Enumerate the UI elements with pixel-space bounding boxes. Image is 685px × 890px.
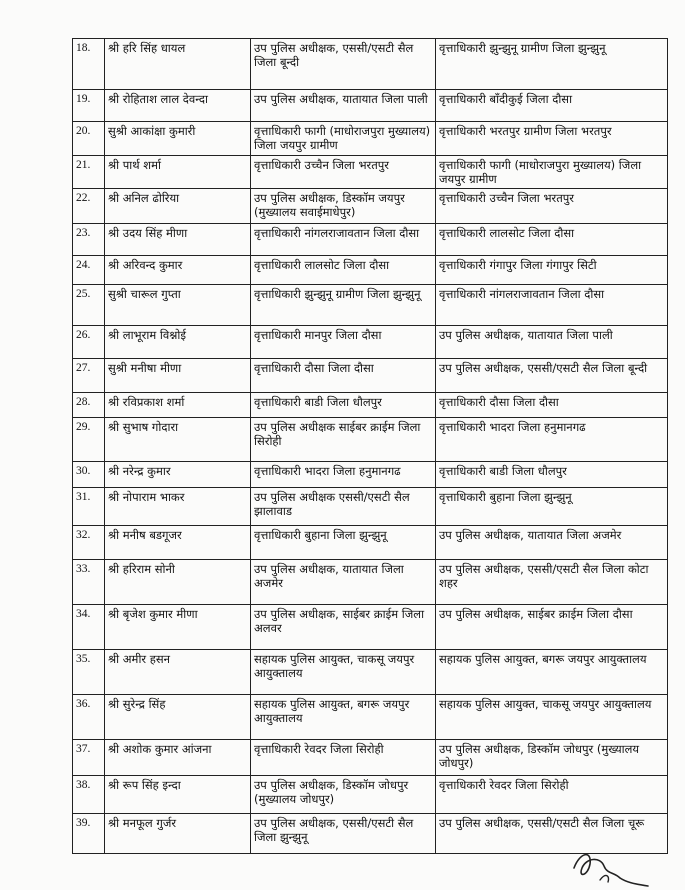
new-posting-cell: उप पुलिस अधीक्षक, यातायात जिला अजमेर <box>436 526 668 560</box>
current-posting-cell: सहायक पुलिस आयुक्त, बगरू जयपुर आयुक्तालय <box>251 695 436 740</box>
table-row <box>73 393 668 418</box>
table-row <box>73 359 668 393</box>
officer-name-cell: सुश्री आकांक्षा कुमारी <box>105 122 251 156</box>
table-row <box>73 418 668 462</box>
table-row <box>73 462 668 488</box>
table-row <box>73 326 668 359</box>
serial-number-cell: 35. <box>73 650 105 695</box>
new-posting-cell: उप पुलिस अधीक्षक, साईबर क्राईम जिला दौसा <box>436 605 668 650</box>
serial-number-cell: 28. <box>73 393 105 418</box>
serial-number-cell: 30. <box>73 462 105 488</box>
current-posting-cell: उप पुलिस अधीक्षक, डिस्कॉम जयपुर (मुख्यालय सवाईमाधेपुर) <box>251 189 436 224</box>
new-posting-cell: उप पुलिस अधीक्षक, एससी/एसटी सैल जिला चूरू <box>436 814 668 854</box>
serial-number-cell: 22. <box>73 189 105 224</box>
officer-name-cell: श्री अनिल ढोरिया <box>105 189 251 224</box>
serial-number-cell: 27. <box>73 359 105 393</box>
table-row <box>73 740 668 776</box>
officer-name-cell: श्री बृजेश कुमार मीणा <box>105 605 251 650</box>
new-posting-cell: वृत्ताधिकारी नांगलराजावतान जिला दौसा <box>436 285 668 326</box>
officer-name-cell: श्री पार्थ शर्मा <box>105 156 251 189</box>
new-posting-cell: उप पुलिस अधीक्षक, यातायात जिला पाली <box>436 326 668 359</box>
serial-number-cell: 33. <box>73 560 105 605</box>
new-posting-cell: वृत्ताधिकारी लालसोट जिला दौसा <box>436 224 668 256</box>
current-posting-cell: वृत्ताधिकारी मानपुर जिला दौसा <box>251 326 436 359</box>
transfer-table-body <box>73 39 668 854</box>
current-posting-cell: वृत्ताधिकारी बुहाना जिला झुन्झुनू <box>251 526 436 560</box>
new-posting-cell: वृत्ताधिकारी बुहाना जिला झुन्झुनू <box>436 488 668 526</box>
current-posting-cell: उप पुलिस अधीक्षक, डिस्कॉम जोधपुर (मुख्यालय जोधपुर) <box>251 776 436 814</box>
officer-name-cell: सुश्री चारूल गुप्ता <box>105 285 251 326</box>
new-posting-cell: वृत्ताधिकारी बाँदीकुई जिला दौसा <box>436 90 668 122</box>
current-posting-cell: वृत्ताधिकारी झुन्झुनू ग्रामीण जिला झुन्झुनू <box>251 285 436 326</box>
table-row <box>73 122 668 156</box>
current-posting-cell: सहायक पुलिस आयुक्त, चाकसू जयपुर आयुक्तालय <box>251 650 436 695</box>
officer-name-cell: श्री उदय सिंह मीणा <box>105 224 251 256</box>
officer-name-cell: श्री रूप सिंह इन्दा <box>105 776 251 814</box>
serial-number-cell: 19. <box>73 90 105 122</box>
table-row <box>73 560 668 605</box>
current-posting-cell: वृत्ताधिकारी उच्चैन जिला भरतपुर <box>251 156 436 189</box>
officer-name-cell: श्री हरिराम सोनी <box>105 560 251 605</box>
serial-number-cell: 25. <box>73 285 105 326</box>
table-row <box>73 285 668 326</box>
table-row <box>73 90 668 122</box>
new-posting-cell: उप पुलिस अधीक्षक, एससी/एसटी सैल जिला बून्दी <box>436 359 668 393</box>
current-posting-cell: उप पुलिस अधीक्षक, साईबर क्राईम जिला अलवर <box>251 605 436 650</box>
officer-name-cell: श्री रविप्रकाश शर्मा <box>105 393 251 418</box>
new-posting-cell: उप पुलिस अधीक्षक, एससी/एसटी सैल जिला कोटा शहर <box>436 560 668 605</box>
table-row <box>73 650 668 695</box>
serial-number-cell: 23. <box>73 224 105 256</box>
new-posting-cell: सहायक पुलिस आयुक्त, बगरू जयपुर आयुक्तालय <box>436 650 668 695</box>
serial-number-cell: 31. <box>73 488 105 526</box>
officer-name-cell: श्री सुभाष गोदारा <box>105 418 251 462</box>
officer-name-cell: श्री लाभूराम विश्नोई <box>105 326 251 359</box>
current-posting-cell: उप पुलिस अधीक्षक, यातायात जिला पाली <box>251 90 436 122</box>
current-posting-cell: वृत्ताधिकारी बाडी जिला धौलपुर <box>251 393 436 418</box>
serial-number-cell: 38. <box>73 776 105 814</box>
new-posting-cell: वृत्ताधिकारी फागी (माधोराजपुरा मुख्यालय) जिला जयपुर ग्रामीण <box>436 156 668 189</box>
new-posting-cell: वृत्ताधिकारी उच्चैन जिला भरतपुर <box>436 189 668 224</box>
table-row <box>73 526 668 560</box>
serial-number-cell: 39. <box>73 814 105 854</box>
serial-number-cell: 20. <box>73 122 105 156</box>
table-row <box>73 224 668 256</box>
serial-number-cell: 26. <box>73 326 105 359</box>
new-posting-cell: वृत्ताधिकारी भादरा जिला हनुमानगढ <box>436 418 668 462</box>
new-posting-cell: वृत्ताधिकारी बाडी जिला धौलपुर <box>436 462 668 488</box>
officer-name-cell: श्री अरिवन्द कुमार <box>105 256 251 285</box>
table-row <box>73 605 668 650</box>
current-posting-cell: वृत्ताधिकारी नांगलराजावतान जिला दौसा <box>251 224 436 256</box>
new-posting-cell: वृत्ताधिकारी दौसा जिला दौसा <box>436 393 668 418</box>
new-posting-cell: उप पुलिस अधीक्षक, डिस्कॉम जोधपुर (मुख्यालय जोधपुर) <box>436 740 668 776</box>
officer-name-cell: श्री रोहिताश लाल देवन्दा <box>105 90 251 122</box>
table-row <box>73 256 668 285</box>
current-posting-cell: उप पुलिस अधीक्षक, यातायात जिला अजमेर <box>251 560 436 605</box>
officer-name-cell: श्री मनफूल गुर्जर <box>105 814 251 854</box>
officer-name-cell: श्री मनीष बडगूजर <box>105 526 251 560</box>
table-row <box>73 776 668 814</box>
new-posting-cell: वृत्ताधिकारी भरतपुर ग्रामीण जिला भरतपुर <box>436 122 668 156</box>
officer-name-cell: श्री हरि सिंह धायल <box>105 39 251 90</box>
new-posting-cell: वृत्ताधिकारी झुन्झुनू ग्रामीण जिला झुन्झुनू <box>436 39 668 90</box>
serial-number-cell: 21. <box>73 156 105 189</box>
current-posting-cell: वृत्ताधिकारी रेवदर जिला सिरोही <box>251 740 436 776</box>
current-posting-cell: उप पुलिस अधीक्षक, एससी/एसटी सैल जिला झुन्झुनू <box>251 814 436 854</box>
new-posting-cell: सहायक पुलिस आयुक्त, चाकसू जयपुर आयुक्तालय <box>436 695 668 740</box>
current-posting-cell: वृत्ताधिकारी लालसोट जिला दौसा <box>251 256 436 285</box>
officer-name-cell: श्री नरेन्द्र कुमार <box>105 462 251 488</box>
officer-name-cell: श्री अमीर हसन <box>105 650 251 695</box>
serial-number-cell: 24. <box>73 256 105 285</box>
current-posting-cell: उप पुलिस अधीक्षक एससी/एसटी सैल झालावाड <box>251 488 436 526</box>
table-row <box>73 189 668 224</box>
officer-name-cell: सुश्री मनीषा मीणा <box>105 359 251 393</box>
officer-name-cell: श्री नोपाराम भाकर <box>105 488 251 526</box>
officer-name-cell: श्री सुरेन्द्र सिंह <box>105 695 251 740</box>
table-row <box>73 488 668 526</box>
transfer-table <box>72 38 668 854</box>
serial-number-cell: 37. <box>73 740 105 776</box>
serial-number-cell: 34. <box>73 605 105 650</box>
current-posting-cell: वृत्ताधिकारी दौसा जिला दौसा <box>251 359 436 393</box>
officer-name-cell: श्री अशोक कुमार आंजना <box>105 740 251 776</box>
current-posting-cell: उप पुलिस अधीक्षक साईबर क्राईम जिला सिरोही <box>251 418 436 462</box>
new-posting-cell: वृत्ताधिकारी रेवदर जिला सिरोही <box>436 776 668 814</box>
current-posting-cell: वृत्ताधिकारी भादरा जिला हनुमानगढ <box>251 462 436 488</box>
serial-number-cell: 18. <box>73 39 105 90</box>
new-posting-cell: वृत्ताधिकारी गंगापुर जिला गंगापुर सिटी <box>436 256 668 285</box>
table-row <box>73 156 668 189</box>
serial-number-cell: 32. <box>73 526 105 560</box>
signature-mark <box>570 842 650 888</box>
current-posting-cell: वृत्ताधिकारी फागी (माधोराजपुरा मुख्यालय) जिला जयपुर ग्रामीण <box>251 122 436 156</box>
serial-number-cell: 29. <box>73 418 105 462</box>
current-posting-cell: उप पुलिस अधीक्षक, एससी/एसटी सैल जिला बून्दी <box>251 39 436 90</box>
table-row <box>73 39 668 90</box>
table-row <box>73 695 668 740</box>
serial-number-cell: 36. <box>73 695 105 740</box>
